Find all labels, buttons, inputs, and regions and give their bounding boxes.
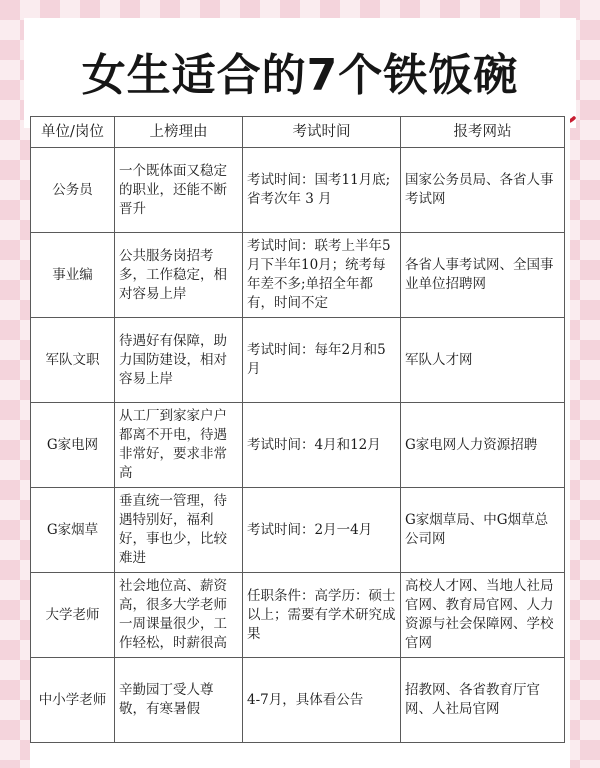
cell-unit: G家电网 bbox=[31, 403, 115, 488]
cell-reason: 辛勤园丁受人尊敬，有寒暑假 bbox=[115, 658, 243, 743]
cell-unit: 军队文职 bbox=[31, 318, 115, 403]
cell-website: 招教网、各省教育厅官网、人社局官网 bbox=[401, 658, 565, 743]
cell-website: 军队人才网 bbox=[401, 318, 565, 403]
cell-exam-time: 考试时间：4月和12月 bbox=[243, 403, 401, 488]
table-card bbox=[30, 112, 570, 768]
job-table bbox=[30, 116, 565, 743]
cell-website: 各省人事考试网、全国事业单位招聘网 bbox=[401, 233, 565, 318]
header-exam-time: 考试时间 bbox=[243, 117, 401, 148]
cell-unit: G家烟草 bbox=[31, 488, 115, 573]
table-row bbox=[31, 488, 565, 573]
cell-reason: 一个既体面又稳定的职业，还能不断晋升 bbox=[115, 148, 243, 233]
header-reason: 上榜理由 bbox=[115, 117, 243, 148]
cell-unit: 大学老师 bbox=[31, 573, 115, 658]
cell-website: G家电网人力资源招聘 bbox=[401, 403, 565, 488]
page-title: 女生适合的7个铁饭碗 bbox=[81, 50, 519, 101]
cell-reason: 垂直统一管理，待遇特别好，福利好，事也少，比较难进 bbox=[115, 488, 243, 573]
cell-exam-time: 考试时间：联考上半年5月下半年10月；统考每年差不多;单招全年都有，时间不定 bbox=[243, 233, 401, 318]
table-row bbox=[31, 148, 565, 233]
header-website: 报考网站 bbox=[401, 117, 565, 148]
cell-website: G家烟草局、中G烟草总公司网 bbox=[401, 488, 565, 573]
cell-reason: 待遇好有保障，助力国防建设，相对容易上岸 bbox=[115, 318, 243, 403]
cell-website: 国家公务员局、各省人事考试网 bbox=[401, 148, 565, 233]
header-unit: 单位/岗位 bbox=[31, 117, 115, 148]
table-row bbox=[31, 658, 565, 743]
cell-exam-time: 考试时间：国考11月底;省考次年 3 月 bbox=[243, 148, 401, 233]
cell-unit: 事业编 bbox=[31, 233, 115, 318]
cell-exam-time: 4-7月，具体看公告 bbox=[243, 658, 401, 743]
cell-unit: 中小学老师 bbox=[31, 658, 115, 743]
table-row bbox=[31, 573, 565, 658]
cell-exam-time: 任职条件：高学历：硕士以上；需要有学术研究成果 bbox=[243, 573, 401, 658]
cell-exam-time: 考试时间：2月一4月 bbox=[243, 488, 401, 573]
table-row bbox=[31, 318, 565, 403]
table-header-row bbox=[31, 117, 565, 148]
cell-unit: 公务员 bbox=[31, 148, 115, 233]
cell-reason: 从工厂到家家户户都离不开电，待遇非常好，要求非常高 bbox=[115, 403, 243, 488]
cell-reason: 社会地位高、薪资高，很多大学老师一周课量很少，工作轻松，时薪很高 bbox=[115, 573, 243, 658]
cell-reason: 公共服务岗招考多，工作稳定，相对容易上岸 bbox=[115, 233, 243, 318]
cell-website: 高校人才网、当地人社局官网、教育局官网、人力资源与社会保障网、学校官网 bbox=[401, 573, 565, 658]
table-row bbox=[31, 233, 565, 318]
table-row bbox=[31, 403, 565, 488]
cell-exam-time: 考试时间：每年2月和5月 bbox=[243, 318, 401, 403]
